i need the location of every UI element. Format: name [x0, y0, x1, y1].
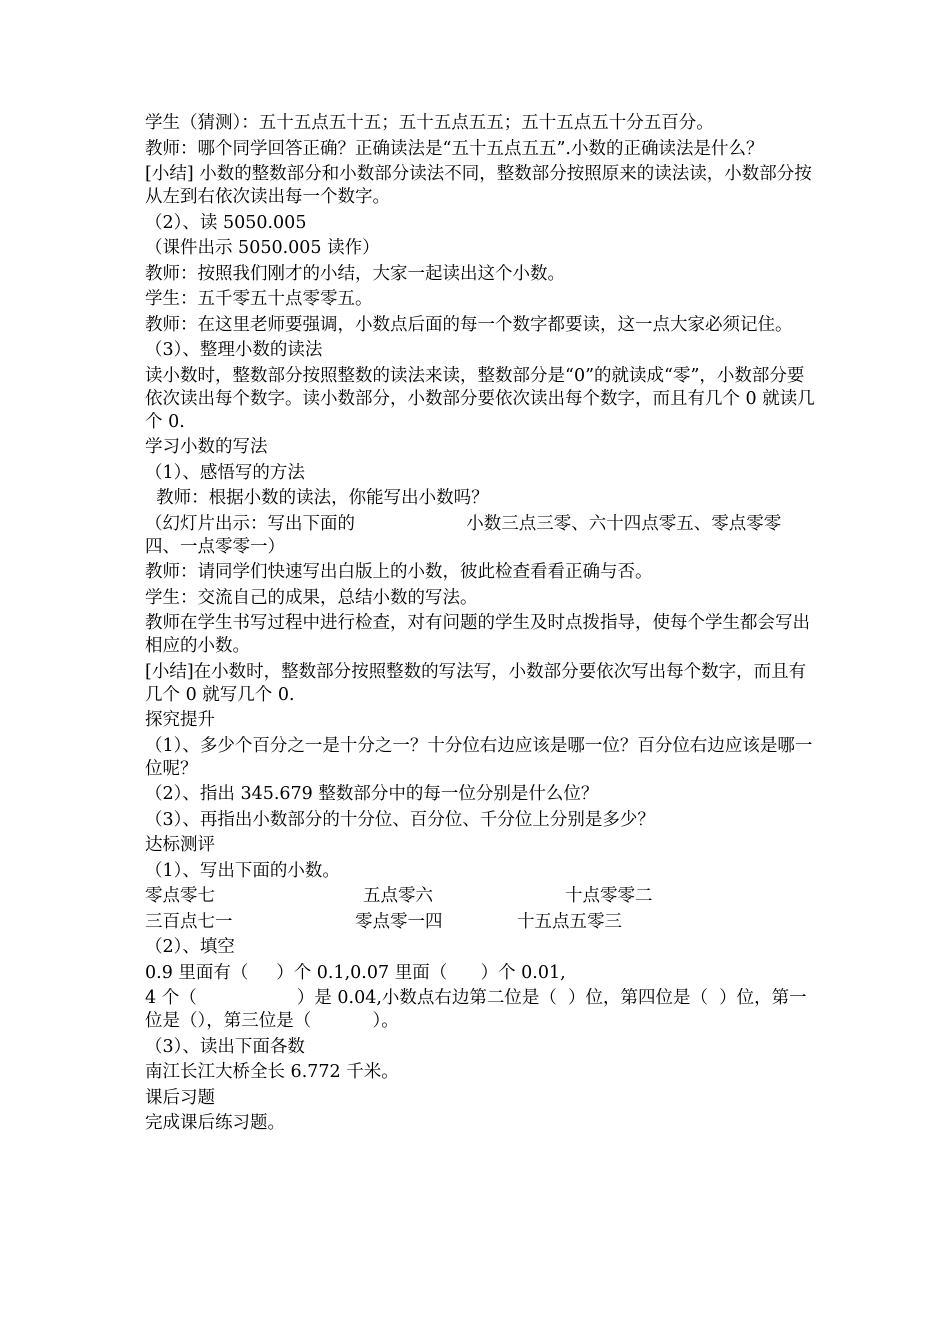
paragraph: （2）、读 5050.005: [145, 212, 307, 233]
paragraph: 0.9 里面有（ ）个 0.1,0.07 里面（ ）个 0.01,: [145, 962, 566, 983]
test-item: 三百点七一: [145, 911, 233, 932]
paragraph: [小结] 小数的整数部分和小数部分读法不同，整数部分按照原来的读法读，小数部分按从左到右依次读出每一个数字。: [145, 164, 812, 207]
paragraph: 教师：根据小数的读法，你能写出小数吗？: [145, 488, 489, 508]
paragraph: （1）、感悟写的方法: [145, 462, 305, 483]
paragraph: （3）、整理小数的读法: [145, 340, 323, 360]
paragraph: 教师：在这里老师要强调，小数点后面的每一个数字都要读，这一点大家必须记住。: [145, 314, 793, 335]
paragraph: 学生：交流自己的成果，总结小数的写法。: [145, 587, 478, 608]
paragraph: 完成课后练习题。: [145, 1113, 285, 1133]
paragraph: （2）、指出 345.679 整数部分中的每一位分别是什么位？: [145, 784, 599, 804]
test-item: 零点零一四: [355, 911, 443, 932]
paragraph: 达标测评: [145, 835, 215, 855]
paragraph: 教师：哪个同学回答正确？正确读法是“五十五点五五”.小数的正确读法是什么？: [145, 138, 764, 159]
test-row-2: [145, 911, 815, 937]
paragraph: 读小数时，整数部分按照整数的读法来读，整数部分是“0”的就读成“零”，小数部分要依次读出每个数字。读小数部分，小数部分要依次读出每个数字，而且有几个 0 就读几个 0.: [145, 365, 815, 432]
lesson-text-part-2: [145, 936, 815, 1135]
paragraph: （1）、多少个百分之一是十分之一？十分位右边应该是哪一位？百分位右边应该是哪一位呢？: [145, 735, 813, 779]
paragraph: 南江长江大桥全长 6.772 千米。: [145, 1062, 399, 1082]
paragraph: 学生：五千零五十点零零五。: [145, 289, 373, 309]
document-body: [145, 112, 815, 1138]
lesson-text-part-1: [145, 112, 815, 883]
paragraph: [小结]在小数时，整数部分按照整数的写法写，小数部分要依次写出每个数字，而且有几个 0 就写几个 0.: [145, 661, 807, 705]
test-item: 零点零七: [145, 886, 215, 906]
test-item: 十五点五零三: [517, 911, 622, 932]
paragraph: 教师：按照我们刚才的小结，大家一起读出这个小数。: [145, 263, 565, 284]
paragraph: 教师：请同学们快速写出白版上的小数，彼此检查看看正确与否。: [145, 562, 653, 582]
paragraph: （1）、写出下面的小数。: [145, 860, 340, 881]
paragraph: （2）、填空: [145, 937, 235, 957]
paragraph: （课件出示 5050.005 读作）: [145, 238, 380, 258]
paragraph: （幻灯片出示：写出下面的 小数三点三零、六十四点零五、零点零零四、一点零零一）: [145, 513, 782, 557]
paragraph: 教师在学生书写过程中进行检查，对有问题的学生及时点拨指导，使每个学生都会写出相应的小数。: [145, 613, 810, 656]
paragraph: 探究提升: [145, 710, 215, 730]
paragraph: 4 个（ ）是 0.04,小数点右边第二位是（ ）位，第四位是（ ）位，第一位是（），第三位是（ ）。: [145, 988, 807, 1031]
paragraph: 学习小数的写法: [145, 437, 268, 457]
test-row-1: [145, 885, 815, 911]
paragraph: （3）、再指出小数部分的十分位、百分位、千分位上分别是多少？: [145, 809, 655, 830]
test-item: 十点零零二: [565, 886, 653, 906]
paragraph: 学生（猜测）：五十五点五十五；五十五点五五；五十五点五十分五百分。: [145, 113, 714, 133]
paragraph: 课后习题: [145, 1087, 215, 1108]
test-item: 五点零六: [363, 886, 433, 906]
paragraph: （3）、读出下面各数: [145, 1036, 305, 1057]
